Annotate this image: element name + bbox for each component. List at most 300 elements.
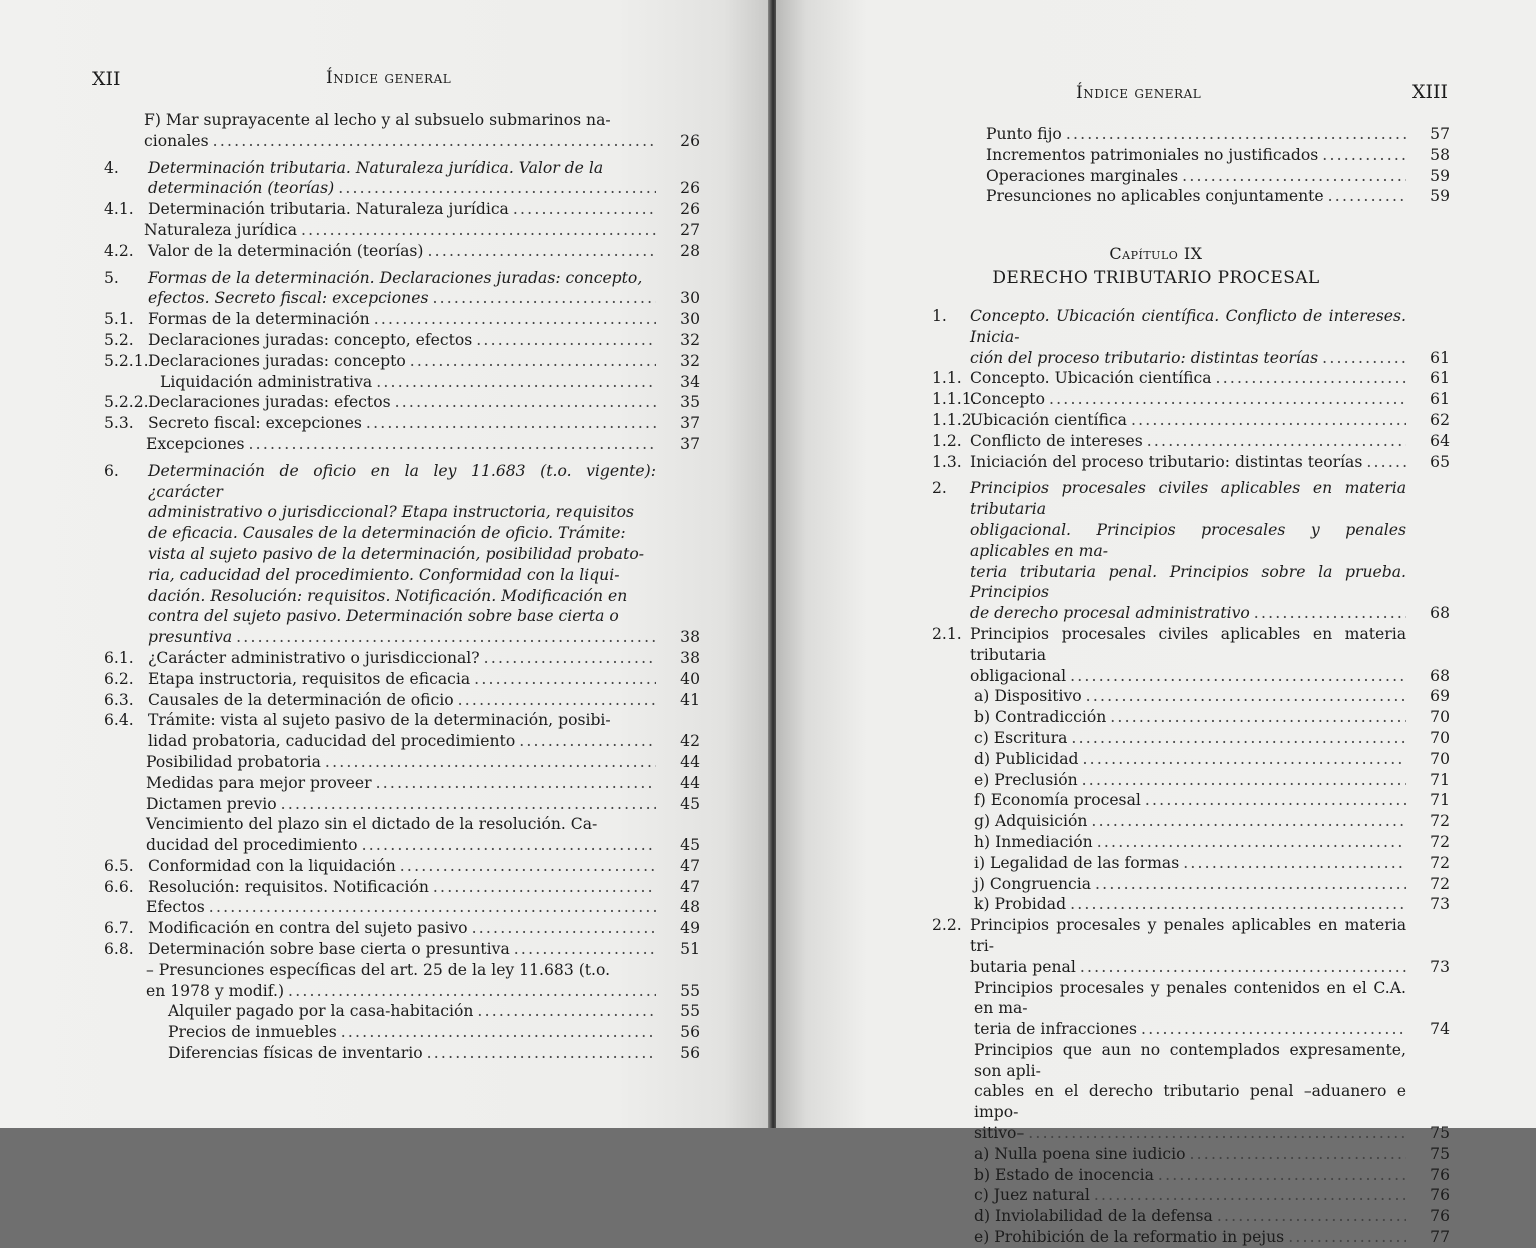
toc-page-number: 47 bbox=[680, 877, 700, 896]
chapter-label: Capítulo IX bbox=[1109, 244, 1203, 263]
toc-entry bbox=[104, 199, 700, 220]
toc-entry-text: Dictamen previo bbox=[146, 794, 277, 813]
toc-entry-text: c) Juez natural bbox=[974, 1186, 1090, 1205]
toc-entry-number: 6.5. bbox=[104, 856, 134, 875]
toc-page-number: 44 bbox=[680, 752, 700, 771]
toc-entry bbox=[104, 351, 700, 372]
toc-page-number: 73 bbox=[1430, 957, 1450, 976]
leader-dots bbox=[1254, 603, 1406, 624]
toc-page-number: 28 bbox=[680, 241, 700, 260]
toc-page-number: 61 bbox=[1430, 348, 1450, 367]
toc-entry bbox=[104, 241, 700, 262]
toc-entry-text: b) Estado de inocencia bbox=[974, 1165, 1154, 1184]
toc-page-number: 72 bbox=[1430, 874, 1450, 893]
toc-entry-text: ducidad del procedimiento bbox=[146, 836, 358, 855]
toc-entry-text: Vencimiento del plazo sin el dictado de la resolución. Ca- bbox=[146, 815, 598, 834]
toc-entry-text: d) Inviolabilidad de la defensa bbox=[974, 1207, 1213, 1226]
toc-entry-number: 2.2. bbox=[932, 916, 962, 935]
toc-entry-text: Resolución: requisitos. Notificación bbox=[148, 877, 429, 896]
toc-entry bbox=[104, 773, 700, 794]
toc-entry-text: k) Probidad bbox=[974, 895, 1067, 914]
toc-entry-text: a) Dispositivo bbox=[974, 687, 1082, 706]
toc-entry-text: Valor de la determinación (teorías) bbox=[148, 241, 424, 260]
toc-entry-text: Ubicación científica bbox=[970, 410, 1127, 429]
leader-dots bbox=[281, 794, 656, 815]
toc-entry-text: butaria penal bbox=[970, 957, 1076, 976]
toc-entry-text: en 1978 y modif.) bbox=[146, 981, 285, 1000]
toc-entry-text: j) Congruencia bbox=[974, 874, 1092, 893]
leader-dots bbox=[1183, 853, 1406, 874]
leader-dots bbox=[366, 413, 656, 434]
toc-entry bbox=[854, 874, 1450, 895]
toc-entry-text: F) Mar suprayacente al lecho y al subsuelo submarinos na- bbox=[144, 111, 611, 129]
toc-entry bbox=[854, 1227, 1450, 1248]
toc-entry-text: Alquiler pagado por la casa-habitación bbox=[168, 1002, 474, 1021]
leader-dots bbox=[1147, 431, 1406, 452]
toc-entry-text: Trámite: vista al sujeto pasivo de la determinación, posibi- bbox=[148, 711, 611, 730]
toc-entry-text: ria, caducidad del procedimiento. Conformidad con la liqui- bbox=[148, 565, 620, 584]
toc-entry bbox=[854, 915, 1450, 977]
toc-page-number: 75 bbox=[1430, 1124, 1450, 1143]
leader-dots bbox=[519, 731, 656, 752]
page-number-left: XII bbox=[92, 68, 121, 90]
toc-entry-text: obligacional bbox=[970, 666, 1067, 685]
toc-entry bbox=[854, 1206, 1450, 1227]
toc-page-number: 45 bbox=[680, 794, 700, 813]
toc-page-number: 74 bbox=[1430, 1020, 1450, 1039]
toc-entry bbox=[854, 686, 1450, 707]
toc-entry-number: 1.2. bbox=[932, 431, 962, 450]
toc-entry-text: i) Legalidad de las formas bbox=[974, 853, 1180, 872]
toc-entry bbox=[104, 1001, 700, 1022]
toc-entry-text: Concepto. Ubicación científica bbox=[970, 369, 1212, 388]
toc-entry bbox=[854, 410, 1450, 431]
toc-page-number: 40 bbox=[680, 669, 700, 688]
toc-entry-text: dación. Resolución: requisitos. Notificación. Modificación en bbox=[148, 586, 628, 605]
leader-dots bbox=[1322, 348, 1406, 369]
toc-page-number: 68 bbox=[1430, 604, 1450, 623]
toc-entry-text: g) Adquisición bbox=[974, 812, 1088, 831]
toc-entry bbox=[854, 894, 1450, 915]
toc-entry-text: Principios procesales civiles aplicables en materia tributaria bbox=[970, 624, 1406, 664]
leader-dots bbox=[513, 199, 656, 220]
toc-page-number: 35 bbox=[680, 393, 700, 412]
toc-list-left bbox=[104, 110, 700, 1064]
toc-page-number: 76 bbox=[1430, 1186, 1450, 1205]
toc-page-number: 68 bbox=[1430, 666, 1450, 685]
toc-entry bbox=[854, 624, 1450, 686]
toc-entry bbox=[104, 309, 700, 330]
toc-entry-number: 5.2.1. bbox=[104, 351, 149, 370]
leader-dots bbox=[1097, 832, 1406, 853]
toc-entry-number: 2. bbox=[932, 479, 947, 498]
toc-page-number: 59 bbox=[1430, 166, 1450, 185]
toc-entry-text: determinación (teorías) bbox=[148, 179, 335, 198]
leader-dots bbox=[376, 372, 656, 393]
leader-dots bbox=[472, 918, 656, 939]
toc-entry bbox=[104, 752, 700, 773]
toc-entry bbox=[104, 372, 700, 393]
toc-page-number: 41 bbox=[680, 690, 700, 709]
toc-entry bbox=[104, 110, 700, 152]
toc-page-number: 72 bbox=[1430, 832, 1450, 851]
leader-dots bbox=[1066, 124, 1406, 145]
toc-entry bbox=[104, 413, 700, 434]
toc-page-number: 38 bbox=[680, 628, 700, 647]
toc-page-number: 49 bbox=[680, 919, 700, 938]
toc-page-number: 71 bbox=[1430, 770, 1450, 789]
leader-dots bbox=[1080, 957, 1406, 978]
leader-dots bbox=[1086, 686, 1406, 707]
toc-entry bbox=[104, 669, 700, 690]
toc-entry-text: h) Inmediación bbox=[974, 832, 1093, 851]
toc-page-number: 57 bbox=[1430, 125, 1450, 143]
toc-entry-text: f) Economía procesal bbox=[974, 791, 1141, 810]
leader-dots bbox=[514, 939, 656, 960]
toc-entry-number: 6.2. bbox=[104, 669, 134, 688]
toc-page-number: 70 bbox=[1430, 728, 1450, 747]
toc-entry bbox=[854, 478, 1450, 624]
toc-entry-text: e) Preclusión bbox=[974, 770, 1078, 789]
toc-page-number: 27 bbox=[680, 220, 700, 239]
toc-page-number: 26 bbox=[680, 200, 700, 219]
toc-entry-number: 4. bbox=[104, 158, 119, 177]
toc-entry-text: – Presunciones específicas del art. 25 de la ley 11.683 (t.o. bbox=[146, 960, 611, 979]
toc-entry bbox=[104, 434, 700, 455]
toc-entry bbox=[104, 794, 700, 815]
toc-page-number: 51 bbox=[680, 940, 700, 959]
toc-page-number: 70 bbox=[1430, 749, 1450, 768]
toc-entry-text: Modificación en contra del sujeto pasivo bbox=[148, 919, 468, 938]
toc-entry-text: Presunciones no aplicables conjuntamente bbox=[986, 187, 1324, 206]
toc-entry-text: Principios que aun no contemplados expresamente, son apli- bbox=[974, 1040, 1406, 1080]
toc-entry bbox=[854, 790, 1450, 811]
toc-entry-number: 5.3. bbox=[104, 414, 134, 433]
toc-page-number: 65 bbox=[1430, 452, 1450, 471]
leader-dots bbox=[213, 131, 656, 152]
toc-entry-number: 1.1.1. bbox=[932, 390, 977, 409]
toc-entry bbox=[104, 960, 700, 1002]
toc-page-number: 32 bbox=[680, 330, 700, 349]
leader-dots bbox=[1366, 452, 1406, 473]
toc-entry-number: 6.8. bbox=[104, 940, 134, 959]
toc-entry-text: c) Escritura bbox=[974, 728, 1068, 747]
toc-entry-text: Liquidación administrativa bbox=[160, 372, 373, 391]
leader-dots bbox=[249, 434, 656, 455]
toc-page-number: 75 bbox=[1430, 1144, 1450, 1163]
toc-entry-number: 5.2.2. bbox=[104, 393, 149, 412]
toc-page-number: 55 bbox=[680, 981, 700, 1000]
toc-page-number: 37 bbox=[680, 434, 700, 453]
toc-entry-text: de eficacia. Causales de la determinación de oficio. Trámite: bbox=[148, 524, 626, 543]
toc-entry-text: Operaciones marginales bbox=[986, 166, 1179, 185]
toc-entry bbox=[104, 710, 700, 752]
toc-entry-text: Conformidad con la liquidación bbox=[148, 856, 396, 875]
toc-entry-text: Medidas para mejor proveer bbox=[146, 773, 372, 792]
leader-dots bbox=[476, 330, 656, 351]
toc-entry-text: Declaraciones juradas: concepto, efectos bbox=[148, 330, 473, 349]
toc-entry bbox=[854, 811, 1450, 832]
toc-entry bbox=[104, 158, 700, 200]
toc-page-number: 62 bbox=[1430, 410, 1450, 429]
leader-dots bbox=[236, 627, 656, 648]
toc-entry-text: cionales bbox=[144, 131, 209, 150]
toc-entry-text: Posibilidad probatoria bbox=[146, 752, 321, 771]
running-head-left: Índice general bbox=[326, 68, 452, 88]
toc-entry bbox=[104, 877, 700, 898]
leader-dots bbox=[484, 648, 656, 669]
leader-dots bbox=[427, 1043, 656, 1064]
toc-page-number: 55 bbox=[680, 1002, 700, 1021]
leader-dots bbox=[1145, 790, 1406, 811]
toc-page-number: 73 bbox=[1430, 895, 1450, 914]
toc-entry bbox=[104, 897, 700, 918]
toc-entry-number: 5. bbox=[104, 268, 119, 287]
toc-entry-number: 5.1. bbox=[104, 310, 134, 329]
toc-entry bbox=[854, 186, 1450, 207]
toc-entry-text: lidad probatoria, caducidad del procedimiento bbox=[148, 732, 516, 751]
leader-dots bbox=[1070, 666, 1406, 687]
toc-entry-text: cables en el derecho tributario penal –aduanero e impo- bbox=[974, 1082, 1406, 1122]
toc-page-number: 70 bbox=[1430, 708, 1450, 727]
toc-entry-number: 1.1. bbox=[932, 369, 962, 388]
toc-entry bbox=[854, 1144, 1450, 1165]
leader-dots bbox=[1095, 874, 1406, 895]
toc-entry-number: 1.3. bbox=[932, 452, 962, 471]
toc-entry-number: 6.1. bbox=[104, 648, 134, 667]
leader-dots bbox=[1217, 1206, 1406, 1227]
toc-entry-text: b) Contradicción bbox=[974, 708, 1107, 727]
toc-entry-number: 6.6. bbox=[104, 877, 134, 896]
leader-dots bbox=[428, 241, 657, 262]
leader-dots bbox=[395, 392, 656, 413]
toc-page-number: 45 bbox=[680, 836, 700, 855]
toc-entry-text: Efectos bbox=[146, 898, 205, 917]
toc-entry-text: Secreto fiscal: excepciones bbox=[148, 414, 362, 433]
leader-dots bbox=[410, 351, 656, 372]
toc-page-number: 64 bbox=[1430, 431, 1450, 450]
toc-entry bbox=[854, 452, 1450, 473]
left-page bbox=[0, 0, 770, 1128]
toc-entry-text: Determinación tributaria. Naturaleza jurídica. Valor de la bbox=[148, 158, 604, 177]
toc-entry-text: Conflicto de intereses bbox=[970, 431, 1143, 450]
toc-entry-text: vista al sujeto pasivo de la determinación, posibilidad probato- bbox=[148, 544, 645, 563]
toc-entry bbox=[854, 368, 1450, 389]
toc-page-number: 72 bbox=[1430, 853, 1450, 872]
toc-entry-text: Precios de inmuebles bbox=[168, 1023, 337, 1042]
toc-entry-text: obligacional. Principios procesales y penales aplicables en ma- bbox=[970, 520, 1406, 560]
leader-dots bbox=[1083, 749, 1407, 770]
leader-dots bbox=[477, 1001, 656, 1022]
toc-entry-text: Determinación tributaria. Naturaleza jurídica bbox=[148, 200, 509, 219]
toc-page-number: 72 bbox=[1430, 812, 1450, 831]
toc-page-number: 71 bbox=[1430, 791, 1450, 810]
toc-entry bbox=[104, 268, 700, 310]
toc-entry-number: 4.1. bbox=[104, 200, 134, 219]
toc-entry-text: Punto fijo bbox=[986, 125, 1062, 143]
toc-page-number: 56 bbox=[680, 1044, 700, 1063]
leader-dots bbox=[1110, 707, 1406, 728]
leader-dots bbox=[1070, 894, 1406, 915]
toc-page-number: 76 bbox=[1430, 1207, 1450, 1226]
toc-page-number: 48 bbox=[680, 898, 700, 917]
toc-page-number: 32 bbox=[680, 351, 700, 370]
leader-dots bbox=[1328, 186, 1406, 207]
toc-entry-text: sitivo– bbox=[974, 1124, 1025, 1143]
chapter-title: DERECHO TRIBUTARIO PROCESAL bbox=[992, 268, 1320, 288]
toc-entry bbox=[104, 392, 700, 413]
toc-entry-text: Concepto bbox=[970, 390, 1045, 409]
toc-page-number: 37 bbox=[680, 414, 700, 433]
toc-entry bbox=[104, 939, 700, 960]
toc-entry-text: Concepto. Ubicación científica. Conflicto de intereses. Inicia- bbox=[970, 307, 1406, 346]
toc-entry-number: 1. bbox=[932, 307, 947, 325]
toc-entry-text: Formas de la determinación bbox=[148, 310, 370, 329]
toc-entry-text: Iniciación del proceso tributario: distintas teorías bbox=[970, 452, 1363, 471]
right-page bbox=[776, 0, 1536, 1247]
toc-page-number: 26 bbox=[680, 131, 700, 150]
leader-dots bbox=[1189, 1144, 1406, 1165]
leader-dots bbox=[1131, 410, 1406, 431]
leader-dots bbox=[433, 877, 656, 898]
toc-entry-text: Principios procesales y penales contenidos en el C.A. en ma- bbox=[974, 978, 1406, 1018]
toc-entry-text: Excepciones bbox=[146, 434, 245, 453]
toc-list-right bbox=[854, 306, 1450, 1248]
toc-page-number: 38 bbox=[680, 648, 700, 667]
toc-page-number: 58 bbox=[1430, 145, 1450, 164]
leader-dots bbox=[1322, 145, 1406, 166]
toc-entry bbox=[104, 856, 700, 877]
leader-dots bbox=[1182, 166, 1406, 187]
toc-entry bbox=[854, 166, 1450, 187]
toc-entry-text: teria de infracciones bbox=[974, 1020, 1138, 1039]
toc-entry bbox=[104, 330, 700, 351]
toc-entry-number: 6. bbox=[104, 461, 119, 480]
leader-dots bbox=[1141, 1019, 1406, 1040]
toc-entry-text: Declaraciones juradas: efectos bbox=[148, 393, 391, 412]
toc-entry bbox=[854, 978, 1450, 1040]
toc-page-number: 61 bbox=[1430, 390, 1450, 409]
toc-entry-text: e) Prohibición de la reformatio in pejus bbox=[974, 1228, 1285, 1247]
toc-entry bbox=[104, 648, 700, 669]
toc-entry-text: Determinación de oficio en la ley 11.683 (t.o. vigente): ¿carácter bbox=[148, 461, 656, 501]
toc-entry-text: presuntiva bbox=[148, 628, 233, 647]
toc-entry bbox=[854, 124, 1450, 145]
toc-entry-text: Incrementos patrimoniales no justificados bbox=[986, 145, 1319, 164]
toc-entry-number: 6.3. bbox=[104, 690, 134, 709]
toc-entry-number: 5.2. bbox=[104, 330, 134, 349]
toc-entry-text: de derecho procesal administrativo bbox=[970, 604, 1250, 623]
toc-page-number: 61 bbox=[1430, 369, 1450, 388]
toc-entry-text: ción del proceso tributario: distintas teorías bbox=[970, 348, 1319, 367]
toc-entry-number: 1.1.2. bbox=[932, 410, 977, 429]
running-head-right: Índice general bbox=[1076, 83, 1202, 103]
leader-dots bbox=[1091, 811, 1406, 832]
leader-dots bbox=[432, 288, 656, 309]
toc-entry bbox=[854, 431, 1450, 452]
toc-entry-text: ¿Carácter administrativo o jurisdiccional? bbox=[148, 648, 480, 667]
leader-dots bbox=[362, 835, 656, 856]
leader-dots bbox=[1082, 770, 1406, 791]
toc-entry bbox=[854, 832, 1450, 853]
toc-entry-number: 6.4. bbox=[104, 711, 134, 730]
page-number-right: XIII bbox=[1412, 81, 1449, 103]
toc-entry-text: Declaraciones juradas: concepto bbox=[148, 351, 406, 370]
toc-page-number: 34 bbox=[680, 372, 700, 391]
toc-entry-text: Etapa instructoria, requisitos de eficacia bbox=[148, 669, 471, 688]
toc-entry bbox=[854, 1040, 1450, 1144]
leader-dots bbox=[376, 773, 656, 794]
toc-entry bbox=[104, 461, 700, 648]
toc-entry-text: efectos. Secreto fiscal: excepciones bbox=[148, 289, 429, 308]
leader-dots bbox=[400, 856, 656, 877]
toc-page-number: 30 bbox=[680, 310, 700, 329]
toc-entry-text: administrativo o jurisdiccional? Etapa instructoria, requisitos bbox=[148, 503, 634, 522]
toc-entry bbox=[854, 770, 1450, 791]
leader-dots bbox=[338, 178, 656, 199]
toc-entry bbox=[104, 1022, 700, 1043]
toc-entry-text: d) Publicidad bbox=[974, 749, 1079, 768]
toc-entry-number: 4.2. bbox=[104, 241, 134, 260]
toc-entry bbox=[854, 707, 1450, 728]
toc-entry-text: teria tributaria penal. Principios sobre la prueba. Principios bbox=[970, 562, 1406, 602]
toc-page-number: 56 bbox=[680, 1023, 700, 1042]
toc-entry-number: 2.1. bbox=[932, 624, 962, 643]
toc-entry bbox=[104, 690, 700, 711]
toc-entry-text: Principios procesales y penales aplicables en materia tri- bbox=[970, 916, 1406, 955]
leader-dots bbox=[1216, 368, 1406, 389]
toc-entry bbox=[854, 728, 1450, 749]
toc-entry-text: Formas de la determinación. Declaraciones juradas: concepto, bbox=[148, 268, 643, 287]
toc-entry bbox=[104, 918, 700, 939]
toc-entry bbox=[854, 306, 1450, 368]
toc-entry bbox=[104, 1043, 700, 1064]
toc-entry-text: Causales de la determinación de oficio bbox=[148, 690, 454, 709]
toc-entry-text: Naturaleza jurídica bbox=[144, 220, 298, 239]
leader-dots bbox=[341, 1022, 656, 1043]
leader-dots bbox=[1094, 1185, 1406, 1206]
toc-page-number: 77 bbox=[1430, 1228, 1450, 1247]
toc-entry bbox=[854, 1185, 1450, 1206]
toc-entry bbox=[854, 1165, 1450, 1186]
leader-dots bbox=[1288, 1227, 1406, 1248]
toc-entry-text: Diferencias físicas de inventario bbox=[168, 1044, 423, 1063]
leader-dots bbox=[1158, 1165, 1406, 1186]
toc-entry bbox=[854, 853, 1450, 874]
toc-page-number: 59 bbox=[1430, 187, 1450, 206]
leader-dots bbox=[301, 220, 656, 241]
toc-page-number: 44 bbox=[680, 773, 700, 792]
toc-entry-text: Determinación sobre base cierta o presuntiva bbox=[148, 940, 510, 959]
toc-page-number: 30 bbox=[680, 289, 700, 308]
leader-dots bbox=[1049, 389, 1406, 410]
toc-page-number: 47 bbox=[680, 856, 700, 875]
toc-page-number: 42 bbox=[680, 732, 700, 751]
toc-entry-text: contra del sujeto pasivo. Determinación sobre base cierta o bbox=[148, 607, 619, 626]
toc-entry bbox=[854, 749, 1450, 770]
toc-entry-text: Principios procesales civiles aplicables en materia tributaria bbox=[970, 479, 1406, 519]
toc-entry bbox=[104, 814, 700, 856]
leader-dots bbox=[374, 309, 656, 330]
toc-page-number: 76 bbox=[1430, 1165, 1450, 1184]
leader-dots bbox=[1071, 728, 1406, 749]
toc-entry bbox=[854, 145, 1450, 166]
leader-dots bbox=[209, 897, 656, 918]
leader-dots bbox=[288, 981, 656, 1002]
toc-entry bbox=[104, 220, 700, 241]
leader-dots bbox=[1028, 1123, 1406, 1144]
leader-dots bbox=[458, 690, 656, 711]
